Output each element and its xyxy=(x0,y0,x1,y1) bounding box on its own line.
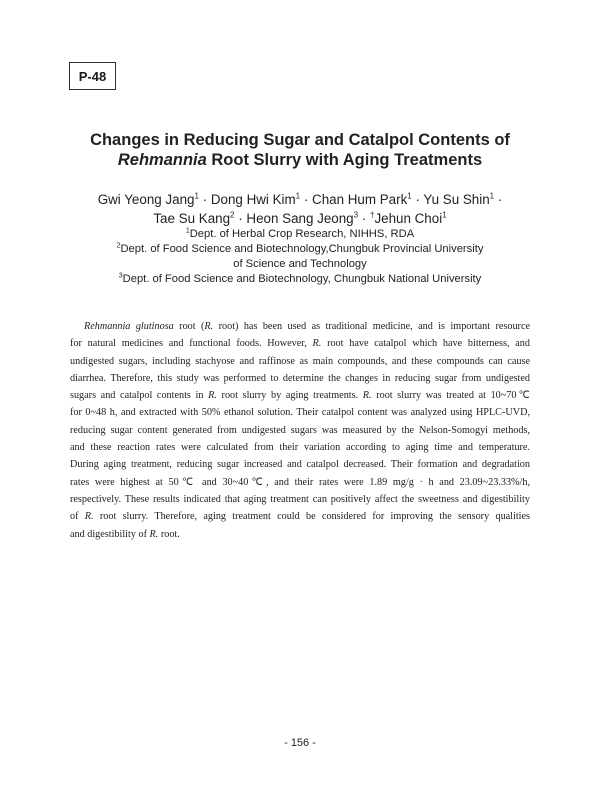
abstract-line xyxy=(70,508,530,525)
abstract-text: root slurry was treated at 10~70℃ xyxy=(371,390,531,402)
abstract-line: for 0~48 h, and extracted with 50% ethanol solution. Their catalpol content was analyzed using HPLC-UVD, xyxy=(70,407,530,419)
abstract-line: diarrhea. Therefore, this study was performed to determine the changes in reducing sugar from undigested xyxy=(70,372,530,384)
author-name: Gwi Yeong Jang xyxy=(97,192,195,207)
paper-title xyxy=(40,130,560,170)
affiliation-text: of Science and Technology xyxy=(233,258,367,270)
author-affil-marker: 1 xyxy=(194,191,199,201)
affiliation-item xyxy=(40,272,560,287)
abstract-line: and these reaction rates were calculated from their variation according to aging time and temperature. xyxy=(70,442,530,454)
species-abbrev: R. xyxy=(149,528,159,540)
affiliation-marker: 3 xyxy=(118,272,123,280)
abstract-text: root have catalpol which have bitterness, and xyxy=(321,338,530,350)
abstract-line: During aging treatment, reducing sugar increased and catalpol decreased. Their formation and degradation xyxy=(70,459,530,471)
author-name: Tae Su Kang xyxy=(153,211,231,226)
species-abbrev: R. xyxy=(312,338,322,350)
author-affil-marker: 1 xyxy=(442,210,447,220)
author-separator: · xyxy=(358,211,370,226)
affiliation-marker: 2 xyxy=(116,242,121,250)
abstract-text: and digestibility of xyxy=(70,528,150,540)
author-name: · Yu Su Shin xyxy=(411,192,490,207)
affiliation-item xyxy=(40,242,560,257)
abstract-text: root ( xyxy=(173,321,205,332)
author-affil-marker: 2 xyxy=(230,210,235,220)
abstract-line xyxy=(70,318,530,335)
species-abbrev: R. xyxy=(208,390,217,402)
author-affil-marker: 1 xyxy=(489,191,495,201)
author-list xyxy=(40,190,560,228)
abstract-line: rates were highest at 50℃ and 30~40℃, and their rates were 1.89 mg/g · h and 23.09~23.33%/h, xyxy=(70,476,530,488)
abstract-line xyxy=(70,526,530,543)
author-affil-marker: 1 xyxy=(407,191,412,201)
species-name: Rehmannia glutinosa xyxy=(84,321,174,332)
author-affil-marker: 3 xyxy=(353,210,359,220)
title-genus: Rehmannia xyxy=(117,151,207,169)
author-line-2 xyxy=(40,209,560,228)
title-line-1: Changes in Reducing Sugar and Catalpol Contents of xyxy=(90,131,510,149)
abstract-line: undigested sugars, including stachyose and raffinose as main compounds, and these compounds can cause xyxy=(70,355,530,367)
species-abbrev: R. xyxy=(84,511,94,523)
author-name: Jehun Choi xyxy=(374,211,443,226)
abstract-text: of xyxy=(70,511,85,523)
abstract-line: respectively. These results indicated that aging treatment can positively affect the sweetness and digestibility xyxy=(70,493,530,505)
affiliation-list xyxy=(40,227,560,287)
author-line-1 xyxy=(40,190,560,209)
abstract-body xyxy=(70,318,530,543)
title-line-2-rest: Root Slurry with Aging Treatments xyxy=(206,151,483,169)
author-separator: · xyxy=(494,192,503,207)
abstract-text: for natural medicines and functional foods. However, xyxy=(70,338,313,350)
author-name: · Heon Sang Jeong xyxy=(234,211,354,226)
author-name: · Chan Hum Park xyxy=(300,192,408,207)
affiliation-item xyxy=(40,257,560,272)
affiliation-text: Dept. of Herbal Crop Research, NIHHS, RDA xyxy=(189,228,415,240)
abstract-text: root. xyxy=(158,528,180,540)
abstract-line: reducing sugar content generated from undigested sugars was measured by the Nelson-Somogyi methods, xyxy=(70,424,530,436)
species-abbrev: R. xyxy=(362,390,372,402)
poster-id-badge: P-48 xyxy=(69,62,116,90)
author-affil-marker: 1 xyxy=(295,191,301,201)
affiliation-marker: 1 xyxy=(185,227,190,235)
page-number: - 156 - xyxy=(284,737,316,749)
title-line-2 xyxy=(40,150,560,170)
species-abbrev: R. xyxy=(204,321,214,332)
affiliation-item xyxy=(40,227,560,242)
abstract-text: sugars and catalpol contents in xyxy=(70,390,209,402)
abstract-text: root slurry by aging treatments. xyxy=(216,390,363,402)
affiliation-text: Dept. of Food Science and Biotechnology,Chungbuk Provincial University xyxy=(120,243,484,255)
abstract-text: root slurry. Therefore, aging treatment could be considered for improving the sensory qualities xyxy=(93,511,530,523)
abstract-line xyxy=(70,335,530,352)
abstract-line xyxy=(70,387,530,404)
affiliation-text: Dept. of Food Science and Biotechnology, Chungbuk National University xyxy=(122,273,482,285)
author-name: · Dong Hwi Kim xyxy=(198,192,296,207)
corresponding-author-mark: † xyxy=(369,210,375,220)
abstract-text: root) has been used as traditional medicine, and is important resource xyxy=(213,321,530,332)
